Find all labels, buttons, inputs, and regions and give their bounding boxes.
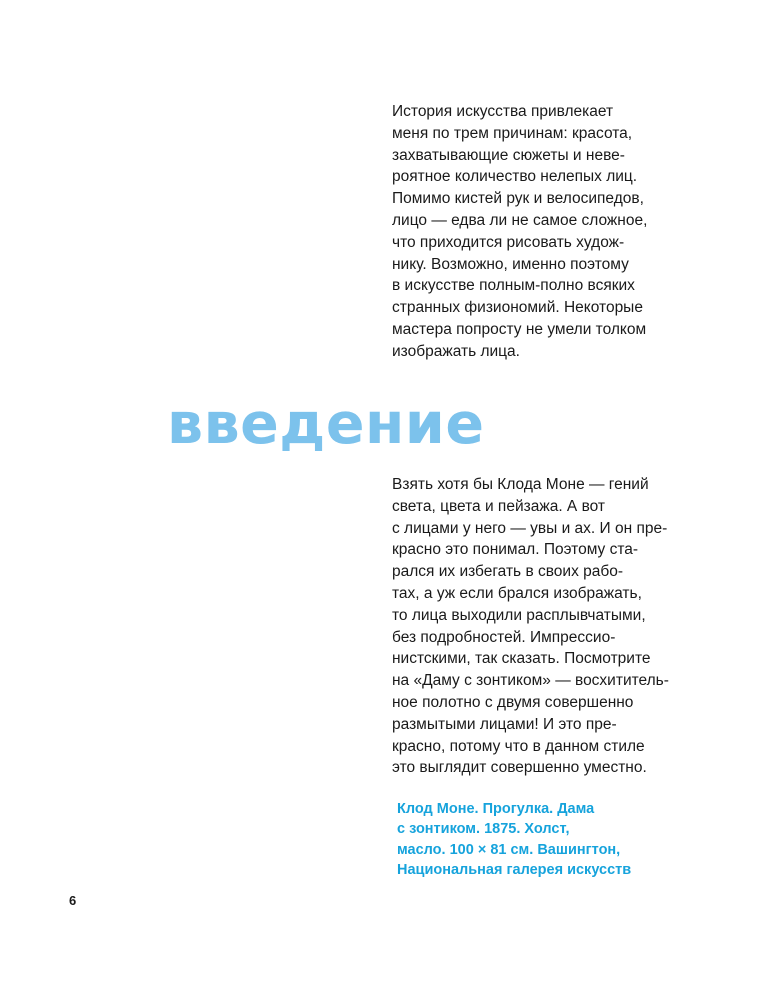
body-paragraph-line: Взять хотя бы Клода Моне — гений [392,476,649,493]
body-paragraph-line: с лицами у него — увы и ах. И он пре- [392,519,668,537]
caption-line: с зонтиком. 1875. Холст, [397,821,570,838]
intro-paragraph-line: захватывающие сюжеты и неве- [392,146,625,164]
intro-paragraph-line: странных физиономий. Некоторые [392,299,643,317]
body-paragraph-line: на «Даму с зонтиком» — восхититель- [392,672,669,690]
body-paragraph-line: рался их избегать в своих рабо- [392,563,624,581]
intro-paragraph-line: меня по трем причинам: красота, [392,124,633,142]
page-number: 6 [69,893,77,908]
intro-paragraph-line: мастера попросту не умели толком [392,320,647,338]
body-paragraph-line: размытыми лицами! И это пре- [392,715,617,733]
body-paragraph-line: света, цвета и пейзажа. А вот [392,497,606,515]
intro-paragraph-line: изображать лица. [392,342,520,360]
caption-line: Национальная галерея искусств [397,861,632,878]
caption-line: масло. 100 × 81 см. Вашингтон, [397,841,621,858]
body-paragraph-line: то лица выходили расплывчатыми, [392,606,646,624]
intro-paragraph-line: роятное количество нелепых лиц. [392,168,638,186]
section-heading: введение [167,391,485,457]
intro-paragraph [392,101,712,363]
body-paragraph-line: ное полотно с двумя совершенно [392,693,634,711]
body-paragraph-line: тах, а уж если брался изображать, [392,584,642,602]
body-paragraph-line: без подробностей. Импрессио- [392,628,616,646]
body-paragraph-line: нистскими, так сказать. Посмотрите [392,650,651,668]
intro-paragraph-line: в искусстве полным-полно всяких [392,277,635,295]
body-paragraph-line: это выглядит совершенно уместно. [392,759,647,777]
body-paragraph [392,474,712,779]
intro-paragraph-line: История искусства привлекает [392,103,614,120]
intro-paragraph-line: Помимо кистей рук и велосипедов, [392,190,644,208]
intro-paragraph-line: лицо — едва ли не самое сложное, [392,211,648,229]
caption-line: Клод Моне. Прогулка. Дама [397,801,595,817]
body-paragraph-line: красно, потому что в данном стиле [392,737,645,755]
intro-paragraph-line: нику. Возможно, именно поэтому [392,255,629,273]
body-paragraph-line: красно это понимал. Поэтому ста- [392,541,639,559]
figure-caption [397,799,717,880]
intro-paragraph-line: что приходится рисовать худож- [392,233,625,251]
